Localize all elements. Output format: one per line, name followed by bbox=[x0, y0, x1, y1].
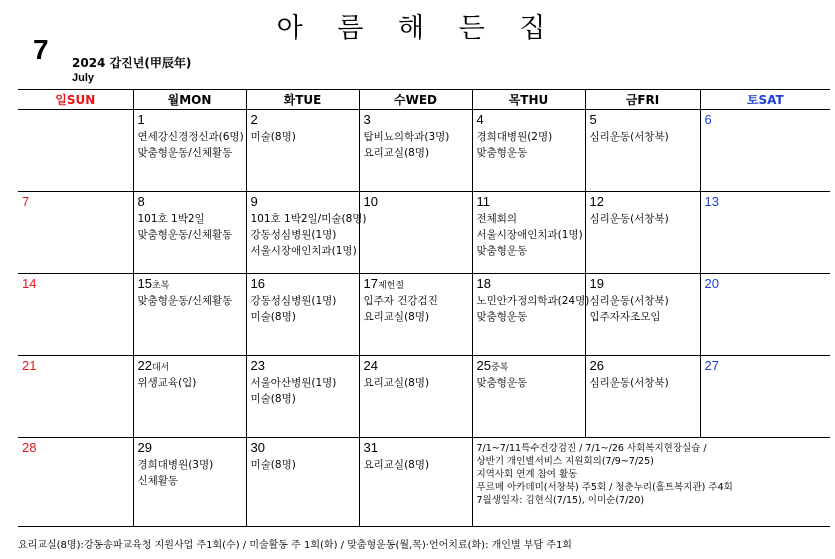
day-number bbox=[360, 192, 472, 211]
holiday-label: 초복 bbox=[151, 280, 170, 290]
day-cell[interactable] bbox=[133, 110, 246, 192]
day-cell[interactable] bbox=[133, 438, 246, 527]
month-english-label: July bbox=[72, 72, 95, 84]
event-item: 심리운동(서창북) bbox=[589, 377, 669, 389]
day-number-value: 20 bbox=[704, 276, 719, 291]
day-number-value: 29 bbox=[137, 440, 152, 455]
day-cell[interactable] bbox=[359, 356, 472, 438]
day-number bbox=[18, 192, 133, 211]
day-cell[interactable] bbox=[700, 110, 830, 192]
day-number bbox=[473, 274, 585, 293]
page-title: 아 름 해 든 집 bbox=[276, 13, 559, 44]
day-cell[interactable] bbox=[133, 356, 246, 438]
day-number bbox=[134, 438, 246, 457]
event-item: 신체활동 bbox=[137, 475, 179, 487]
day-number bbox=[247, 110, 359, 129]
day-number-value: 5 bbox=[589, 112, 597, 127]
event-item: 맞춤형운동 bbox=[476, 377, 528, 389]
calendar-body bbox=[18, 110, 830, 527]
day-cell[interactable] bbox=[472, 192, 585, 274]
event-item: 위생교육(입) bbox=[137, 377, 197, 389]
event-item: 미술(8명) bbox=[250, 459, 296, 471]
day-cell[interactable] bbox=[359, 192, 472, 274]
event-item: 101호 1박2일/미술(8명) bbox=[250, 213, 367, 225]
day-cell[interactable] bbox=[359, 274, 472, 356]
day-number-value: 15 bbox=[137, 276, 152, 291]
day-cell[interactable] bbox=[472, 356, 585, 438]
weekday-sat: 토SAT bbox=[700, 90, 830, 110]
day-number bbox=[701, 192, 831, 211]
day-number bbox=[360, 110, 472, 129]
day-cell[interactable] bbox=[246, 192, 367, 274]
day-number bbox=[473, 356, 585, 375]
day-number bbox=[134, 356, 246, 375]
event-item: 요리교실(8명) bbox=[363, 459, 430, 471]
footer-note: 요리교실(8명):강동송파교육청 지원사업 주1회(수) / 미술활동 주 1회(화) / 맞춤형운동(월,목)·언어치료(화): 개인별 부담 주1회 bbox=[18, 540, 572, 551]
event-item: 강동성심병원(1명) bbox=[250, 229, 337, 241]
day-number-value: 12 bbox=[589, 194, 604, 209]
event-item: 맞춤형운동/신체활동 bbox=[137, 295, 233, 307]
event-item: 미술(8명) bbox=[250, 311, 296, 323]
day-number bbox=[134, 192, 246, 211]
day-number bbox=[18, 438, 133, 457]
day-cell[interactable] bbox=[472, 274, 590, 356]
day-number bbox=[18, 110, 133, 129]
day-number bbox=[134, 274, 246, 293]
day-cell[interactable] bbox=[359, 438, 472, 527]
day-cell[interactable] bbox=[700, 192, 830, 274]
day-number bbox=[586, 110, 700, 129]
event-item: 서울시장애인치과(1명) bbox=[476, 229, 583, 241]
day-cell[interactable] bbox=[246, 110, 359, 192]
day-cell[interactable] bbox=[472, 110, 585, 192]
day-number bbox=[134, 110, 246, 129]
day-number bbox=[360, 356, 472, 375]
day-cell[interactable] bbox=[359, 110, 472, 192]
day-number-value: 4 bbox=[476, 112, 484, 127]
day-number-value: 6 bbox=[704, 112, 712, 127]
day-number-value: 13 bbox=[704, 194, 719, 209]
day-number-value: 27 bbox=[704, 358, 719, 373]
event-item: 노민안가정의학과(24명) bbox=[476, 295, 590, 307]
day-number-value: 31 bbox=[363, 440, 378, 455]
day-cell[interactable] bbox=[133, 192, 246, 274]
weekday-header-row bbox=[18, 90, 830, 110]
day-number-value: 9 bbox=[250, 194, 258, 209]
day-number-value: 18 bbox=[476, 276, 491, 291]
day-number-value: 26 bbox=[589, 358, 604, 373]
day-cell[interactable] bbox=[585, 110, 700, 192]
day-number bbox=[360, 274, 472, 293]
event-item: 맞춤형운동 bbox=[476, 147, 528, 159]
event-item: 요리교실(8명) bbox=[363, 311, 430, 323]
day-number-value: 25 bbox=[476, 358, 491, 373]
note-line: 푸르메 아카데미(서창북) 주5회 / 청춘누리(홀트복지관) 주4회 bbox=[476, 482, 733, 493]
day-number bbox=[247, 274, 359, 293]
day-number-value: 28 bbox=[22, 440, 37, 455]
day-number bbox=[247, 438, 359, 457]
day-cell[interactable] bbox=[700, 274, 830, 356]
weekday-fri: 금FRI bbox=[585, 90, 700, 110]
day-number-value: 23 bbox=[250, 358, 265, 373]
day-number bbox=[586, 192, 700, 211]
weekday-mon: 월MON bbox=[133, 90, 246, 110]
weekday-wed: 수WED bbox=[359, 90, 472, 110]
note-line: 상반기 개인별서비스 지원회의(7/9~7/25) bbox=[476, 456, 654, 467]
note-line: 7월생일자: 김현식(7/15), 이미순(7/20) bbox=[476, 495, 645, 506]
day-cell[interactable] bbox=[18, 438, 133, 527]
holiday-label: 대서 bbox=[151, 362, 170, 372]
day-number bbox=[586, 274, 700, 293]
event-item: 101호 1박2일 bbox=[137, 213, 205, 225]
day-number bbox=[586, 356, 700, 375]
day-number-value: 14 bbox=[22, 276, 37, 291]
event-item: 경희대병원(2명) bbox=[476, 131, 553, 143]
day-cell[interactable] bbox=[133, 274, 246, 356]
weekday-sun: 일SUN bbox=[18, 90, 133, 110]
event-item: 요리교실(8명) bbox=[363, 377, 430, 389]
day-number bbox=[701, 110, 831, 129]
calendar-table bbox=[18, 89, 830, 527]
day-number-value: 16 bbox=[250, 276, 265, 291]
year-label: 2024 갑진년(甲辰年) bbox=[72, 56, 192, 70]
day-cell[interactable] bbox=[18, 274, 133, 356]
day-number bbox=[473, 110, 585, 129]
event-item: 맞춤형운동/신체활동 bbox=[137, 147, 233, 159]
day-number-value: 11 bbox=[476, 194, 490, 209]
day-number bbox=[473, 192, 585, 211]
event-item: 심리운동(서창북) bbox=[589, 213, 669, 225]
day-number-value: 19 bbox=[589, 276, 604, 291]
holiday-label: 중복 bbox=[490, 362, 509, 372]
day-cell[interactable] bbox=[246, 274, 359, 356]
month-number: 7 bbox=[33, 34, 49, 65]
day-number-value: 22 bbox=[137, 358, 152, 373]
holiday-label: 제헌절 bbox=[377, 280, 405, 290]
event-item: 미술(8명) bbox=[250, 393, 296, 405]
day-number-value: 10 bbox=[363, 194, 378, 209]
day-cell[interactable] bbox=[585, 356, 700, 438]
day-number-value: 3 bbox=[363, 112, 371, 127]
week-row bbox=[18, 110, 830, 192]
day-cell[interactable] bbox=[246, 438, 359, 527]
event-item: 심리운동(서창북) bbox=[589, 131, 669, 143]
weekday-thu: 목THU bbox=[472, 90, 585, 110]
day-number bbox=[18, 274, 133, 293]
day-cell[interactable] bbox=[18, 110, 133, 192]
day-number-value: 21 bbox=[22, 358, 37, 373]
day-number-value: 24 bbox=[363, 358, 378, 373]
event-item: 맞춤형운동 bbox=[476, 245, 528, 257]
day-number-value: 30 bbox=[250, 440, 265, 455]
event-item: 서울아산병원(1명) bbox=[250, 377, 337, 389]
note-line: 지역사회 연계 참여 활동 bbox=[476, 469, 578, 480]
day-number bbox=[701, 274, 831, 293]
day-cell[interactable] bbox=[246, 356, 359, 438]
day-cell[interactable] bbox=[700, 356, 830, 438]
day-number-value: 2 bbox=[250, 112, 258, 127]
event-item: 서울시장애인치과(1명) bbox=[250, 245, 357, 257]
week-row bbox=[18, 192, 830, 274]
week-row bbox=[18, 438, 830, 527]
day-cell[interactable] bbox=[585, 274, 700, 356]
day-number-value: 1 bbox=[137, 112, 145, 127]
day-number-value: 7 bbox=[22, 194, 30, 209]
day-number-value: 8 bbox=[137, 194, 145, 209]
event-item: 경희대병원(3명) bbox=[137, 459, 214, 471]
day-number bbox=[247, 192, 359, 211]
notes-cell bbox=[472, 438, 830, 527]
event-item: 입주자자조모임 bbox=[589, 311, 661, 323]
event-item: 미술(8명) bbox=[250, 131, 296, 143]
event-item: 연세강신경정신과(6명) bbox=[137, 131, 244, 143]
day-number bbox=[247, 356, 359, 375]
day-cell[interactable] bbox=[18, 356, 133, 438]
weekday-tue: 화TUE bbox=[246, 90, 359, 110]
day-cell[interactable] bbox=[18, 192, 133, 274]
day-number bbox=[360, 438, 472, 457]
event-item: 맞춤형운동/신체활동 bbox=[137, 229, 233, 241]
day-cell[interactable] bbox=[585, 192, 700, 274]
week-row bbox=[18, 356, 830, 438]
event-item: 입주자 건강검진 bbox=[363, 295, 438, 307]
event-item: 심리운동(서창북) bbox=[589, 295, 669, 307]
event-item: 맞춤형운동 bbox=[476, 311, 528, 323]
event-item: 강동성심병원(1명) bbox=[250, 295, 337, 307]
note-line: 7/1~7/11특수건강검진 / 7/1~/26 사회복지현장실습 / bbox=[476, 443, 707, 454]
event-item: 탑비뇨의학과(3명) bbox=[363, 131, 450, 143]
day-number bbox=[701, 356, 831, 375]
event-item: 요리교실(8명) bbox=[363, 147, 430, 159]
day-number bbox=[18, 356, 133, 375]
day-number-value: 17 bbox=[363, 276, 378, 291]
event-item: 전체회의 bbox=[476, 213, 518, 225]
week-row bbox=[18, 274, 830, 356]
